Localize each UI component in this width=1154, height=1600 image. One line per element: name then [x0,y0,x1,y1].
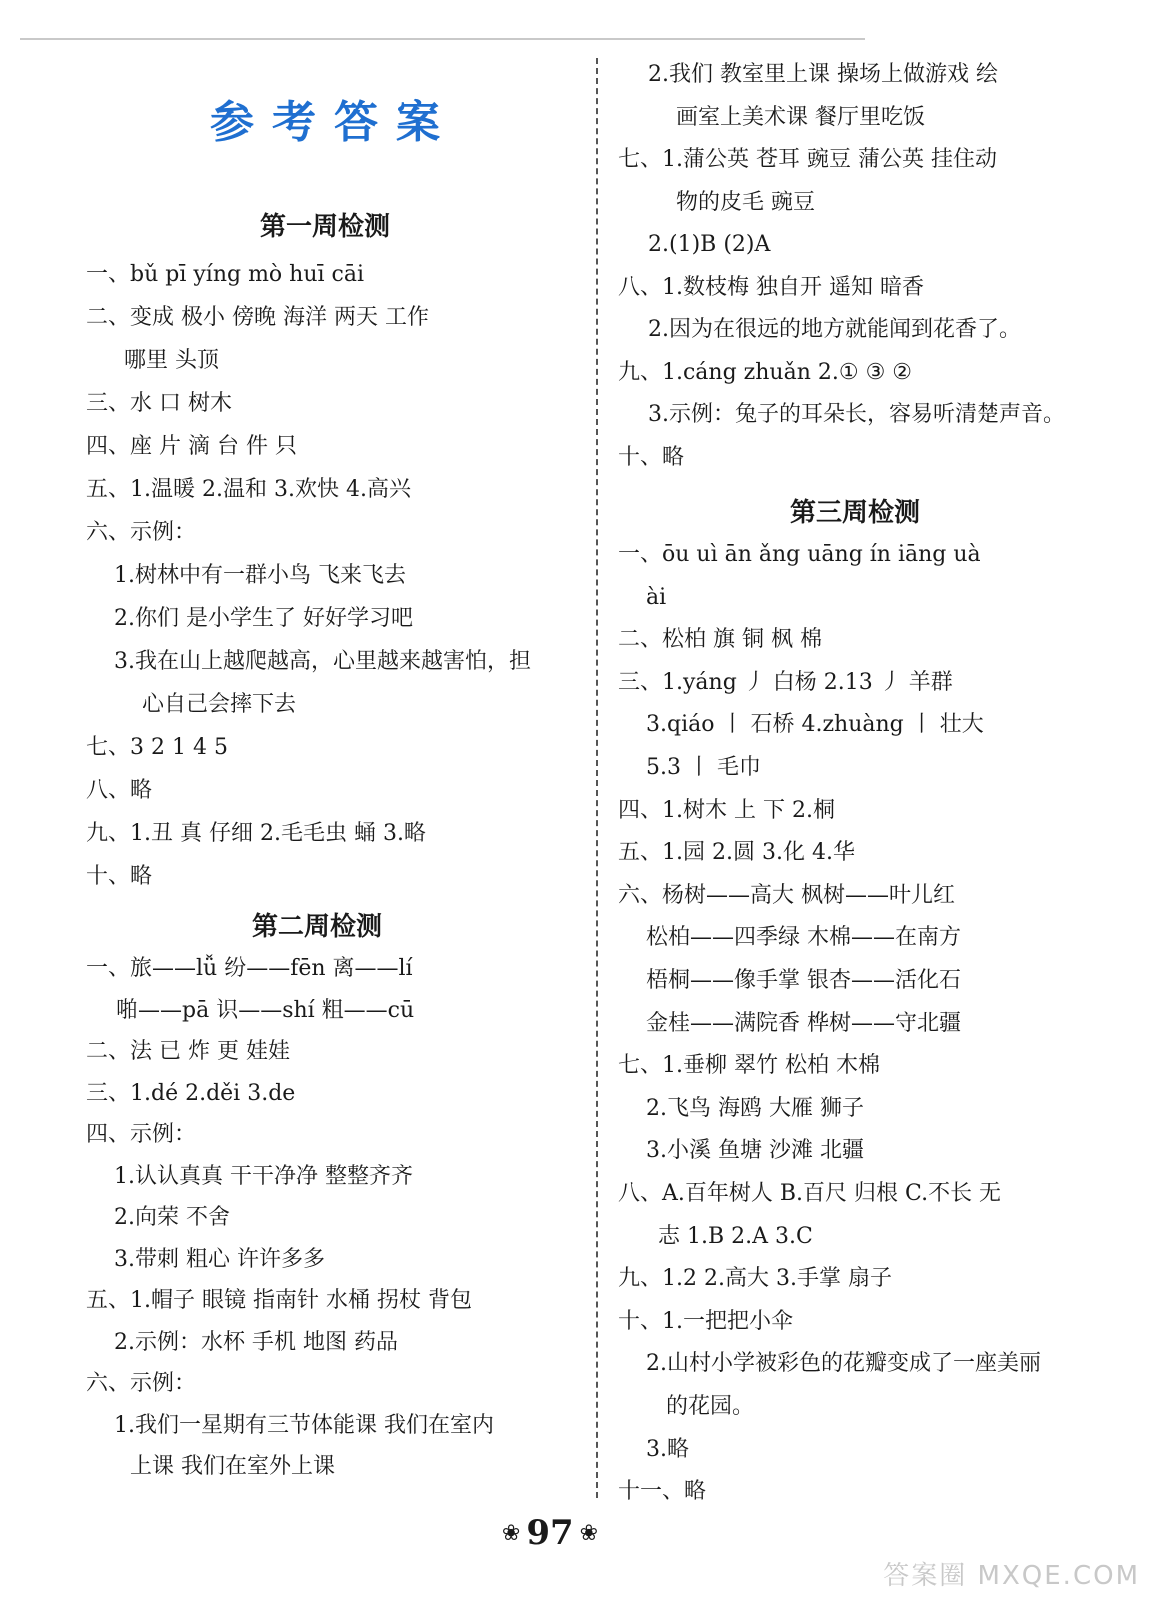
answer-line: 松柏——四季绿 木棉——在南方 [646,925,961,950]
answer-line: 3.略 [646,1437,689,1462]
answer-line: 五、1.园 2.圆 3.化 4.华 [618,840,855,865]
answer-line: 四、示例： [86,1122,197,1147]
top-rule [20,38,865,40]
answer-line: 梧桐——像手掌 银杏——活化石 [646,968,961,993]
answer-line: 五、1.帽子 眼镜 指南针 水桶 拐杖 背包 [86,1288,472,1313]
answer-line: 八、略 [86,778,153,803]
answer-line: 三、水 口 树木 [86,391,232,416]
section-title-week1: 第一周检测 [260,212,391,242]
answer-line: 四、座 片 滴 台 件 只 [86,434,297,459]
answer-line: 3.示例：兔子的耳朵长，容易听清楚声音。 [648,402,1065,427]
answer-line: 十一、略 [618,1479,707,1504]
answer-line: 八、1.数枝梅 独自开 遥知 暗香 [618,275,924,300]
answer-line: 一、旅——lǚ 纷——fēn 离——lí [86,956,413,981]
answer-line: 画室上美术课 餐厅里吃饭 [676,105,925,130]
answer-line: 十、略 [86,864,153,889]
answer-line: 上课 我们在室外上课 [130,1454,335,1479]
answer-line: 七、3 2 1 4 5 [86,735,228,760]
answer-line: 1.认认真真 干干净净 整整齐齐 [114,1164,413,1189]
answer-line: 九、1.2 2.高大 3.手掌 扇子 [618,1266,892,1291]
page-number-footer [480,1508,620,1558]
answer-line: 3.带刺 粗心 许许多多 [114,1247,325,1272]
answer-line: 2.示例：水杯 手机 地图 药品 [114,1330,398,1355]
watermark: 答案圈 MXQE.COM [883,1561,1140,1591]
answer-line: 九、1.cáng zhuǎn 2.① ③ ② [618,360,913,385]
answer-line: 二、松柏 旗 铜 枫 棉 [618,627,822,652]
answer-line: 3.qiáo 丨 石桥 4.zhuàng 丨 壮大 [646,712,984,737]
answer-line: 2.你们 是小学生了 好好学习吧 [114,606,413,631]
answer-line: 2.(1)B (2)A [648,232,771,257]
ladybug-icon: ❀ [579,1520,599,1546]
answer-line: 哪里 头顶 [124,348,219,373]
answer-line: 心自己会摔下去 [142,692,297,717]
section-title-week3: 第三周检测 [790,498,921,528]
answer-line: 一、bǔ pī yíng mò huī cāi [86,262,365,287]
answer-line: 二、法 已 炸 更 娃娃 [86,1039,290,1064]
answer-line: 七、1.蒲公英 苍耳 豌豆 蒲公英 挂住动 [618,147,997,172]
page-number: 97 [526,1513,574,1553]
column-divider [596,58,598,1498]
answer-line: 金桂——满院香 桦树——守北疆 [646,1011,961,1036]
answer-line: 啪——pā 识——shí 粗——cū [116,998,415,1023]
answer-line: 三、1.yáng 丿 白杨 2.13 丿 羊群 [618,670,953,695]
answer-line: 2.我们 教室里上课 操场上做游戏 绘 [648,62,998,87]
answer-line: ài [646,585,667,610]
section-title-week2: 第二周检测 [252,912,383,942]
answer-line: 六、示例： [86,1371,197,1396]
answer-line: 八、A.百年树人 B.百尺 归根 C.不长 无 [618,1181,1002,1206]
answer-line: 3.小溪 鱼塘 沙滩 北疆 [646,1138,864,1163]
answer-line: 2.因为在很远的地方就能闻到花香了。 [648,317,1021,342]
answer-line: 七、1.垂柳 翠竹 松柏 木棉 [618,1053,880,1078]
answer-line: 二、变成 极小 傍晚 海洋 两天 工作 [86,305,429,330]
ladybug-icon: ❀ [501,1520,521,1546]
answer-line: 六、示例： [86,520,197,545]
answer-line: 5.3 丨 毛巾 [646,755,761,780]
answer-line: 1.树林中有一群小鸟 飞来飞去 [114,563,406,588]
answer-line: 十、1.一把把小伞 [618,1309,793,1334]
answer-line: 四、1.树木 上 下 2.桐 [618,798,835,823]
answer-line: 十、略 [618,445,685,470]
answer-line: 1.我们一星期有三节体能课 我们在室内 [114,1413,494,1438]
answer-line: 的花园。 [666,1394,755,1419]
answer-line: 物的皮毛 豌豆 [676,190,815,215]
answer-line: 3.我在山上越爬越高，心里越来越害怕，担 [114,649,531,674]
answer-line: 志 1.B 2.A 3.C [658,1224,813,1249]
answer-line: 六、杨树——高大 枫树——叶儿红 [618,883,955,908]
page-title: 参考答案 [210,97,458,148]
answer-line: 一、ōu uì ān ǎng uāng ín iāng uà [618,542,981,567]
answer-line: 2.向荣 不舍 [114,1205,230,1230]
answer-line: 九、1.丑 真 仔细 2.毛毛虫 蛹 3.略 [86,821,426,846]
answer-line: 五、1.温暖 2.温和 3.欢快 4.高兴 [86,477,411,502]
answer-line: 2.飞鸟 海鸥 大雁 狮子 [646,1096,864,1121]
answer-line: 三、1.dé 2.děi 3.de [86,1081,296,1106]
answer-line: 2.山村小学被彩色的花瓣变成了一座美丽 [646,1351,1041,1376]
